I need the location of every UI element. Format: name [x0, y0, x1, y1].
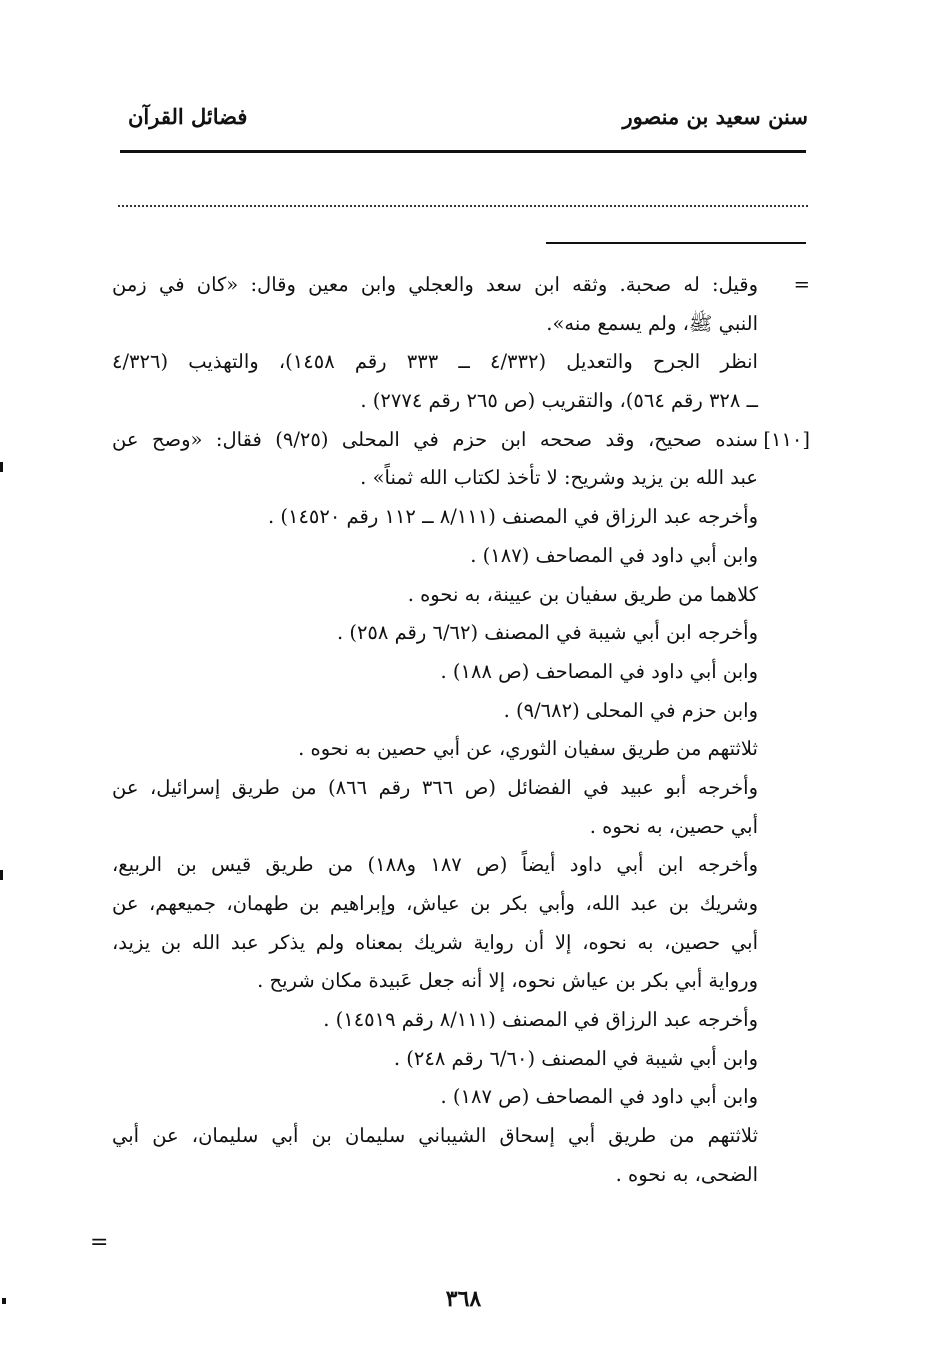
footnote-marker: [١١٠] — [763, 427, 810, 451]
footnote-text: وقيل: له صحبة. وثقه ابن سعد والعجلي وابن معين وقال: «كان في زمن — [112, 273, 758, 296]
footnote-text: انظر الجرح والتعديل (٤/٣٣٢ ــ ٣٣٣ رقم ١٤٥٨)، والتهذيب (٤/٣٢٦ — [112, 350, 758, 374]
footnote-line — [110, 653, 810, 692]
footnote-line — [110, 343, 810, 382]
footnote-text: أبي حصين، به نحوه . — [589, 814, 758, 838]
footnote-text: وأخرجه أبو عبيد في الفضائل (ص ٣٦٦ رقم ٨٦٦) من طريق إسرائيل، عن — [112, 775, 759, 799]
footnote-line — [110, 614, 810, 653]
footnote-line — [110, 1117, 810, 1156]
footnote-text: كلاهما من طريق سفيان بن عيينة، به نحوه . — [407, 582, 758, 606]
footnote-line — [110, 962, 810, 1001]
page-number: ٣٦٨ — [445, 1286, 482, 1312]
footnote-line — [110, 1001, 810, 1040]
footnote-line — [110, 459, 810, 498]
footnote-text: أبي حصين، به نحوه، إلا أن رواية شريك بمعناه ولم يذكر عبد الله بن يزيد، — [112, 930, 758, 954]
book-title: سنن سعيد بن منصور — [622, 104, 808, 129]
footnote-line — [110, 885, 810, 924]
footnote-text: وابن حزم في المحلى (٩/٦٨٢) . — [503, 698, 758, 722]
footnote-text: ورواية أبي بكر بن عياش نحوه، إلا أنه جعل عَبيدة مكان شريح . — [257, 969, 758, 993]
footnote-line — [110, 846, 810, 885]
footnote-text: وشريك بن عبد الله، وأبي بكر بن عياش، وإبراهيم بن طهمان، جميعهم، عن — [112, 892, 758, 915]
footnote-text: ثلاثتهم من طريق أبي إسحاق الشيباني سليمان بن أبي سليمان، عن أبي — [112, 1124, 758, 1148]
footnote-line — [110, 730, 810, 769]
footnote-text: وأخرجه ابن أبي داود أيضاً (ص ١٨٧ و١٨٨) من طريق قيس بن الربيع، — [112, 853, 758, 877]
footnote-line — [110, 266, 810, 305]
footnote-marker: = — [793, 273, 810, 296]
footnote-text: عبد الله بن يزيد وشريح: لا تأخذ لكتاب الله ثمناً» . — [360, 466, 758, 490]
footnote-text: الضحى، به نحوه . — [615, 1162, 758, 1186]
footnote-text: ــ ٣٢٨ رقم ٥٦٤)، والتقريب (ص ٢٦٥ رقم ٢٧٧٤) . — [360, 389, 758, 413]
section-title: فضائل القرآن — [128, 104, 248, 129]
footnote-line — [110, 692, 810, 731]
footnote-line — [110, 576, 810, 615]
footnote-line — [110, 769, 810, 808]
footnote-line — [110, 1078, 810, 1117]
footnote-line — [110, 305, 810, 344]
footnote-text: وأخرجه عبد الرزاق في المصنف (٨/١١١ ــ ١١٢ رقم ١٤٥٢٠) . — [267, 505, 758, 529]
footnote-line — [110, 808, 810, 847]
footnote-line — [110, 421, 810, 460]
scan-artifact — [2, 1298, 6, 1304]
scan-artifact — [0, 870, 3, 880]
footnote-rule — [546, 242, 806, 244]
footnote-line — [110, 1156, 810, 1195]
footnote-text: وابن أبي شيبة في المصنف (٦/٦٠ رقم ٢٤٨) . — [393, 1046, 758, 1070]
footnote-text: ثلاثتهم من طريق سفيان الثوري، عن أبي حصين به نحوه . — [298, 737, 758, 761]
footnote-line — [110, 537, 810, 576]
dotted-separator — [118, 196, 808, 214]
footnote-text: وابن أبي داود في المصاحف (ص ١٨٨) . — [440, 659, 758, 683]
footnote-text: سنده صحيح، وقد صححه ابن حزم في المحلى (٩/٢٥) فقال: «وصح عن — [112, 427, 758, 451]
footnote-text: وأخرجه عبد الرزاق في المصنف (٨/١١١ رقم ١٤٥١٩) . — [323, 1008, 758, 1032]
scan-artifact — [0, 462, 3, 472]
footnote-line — [110, 1040, 810, 1079]
running-header — [118, 104, 808, 144]
footnote-text: وابن أبي داود في المصاحف (١٨٧) . — [470, 543, 758, 567]
footnote-text: النبي ﷺ، ولم يسمع منه». — [546, 311, 758, 335]
footnote-line — [110, 382, 810, 421]
footnote-text: وابن أبي داود في المصاحف (ص ١٨٧) . — [440, 1085, 758, 1109]
footnote-line — [110, 498, 810, 537]
header-rule — [120, 150, 806, 153]
footnotes-block — [110, 266, 810, 1195]
footnote-line — [110, 924, 810, 963]
footnote-text: وأخرجه ابن أبي شيبة في المصنف (٦/٦٢ رقم ٢٥٨) . — [336, 621, 758, 645]
continuation-marker: = — [90, 1230, 109, 1255]
